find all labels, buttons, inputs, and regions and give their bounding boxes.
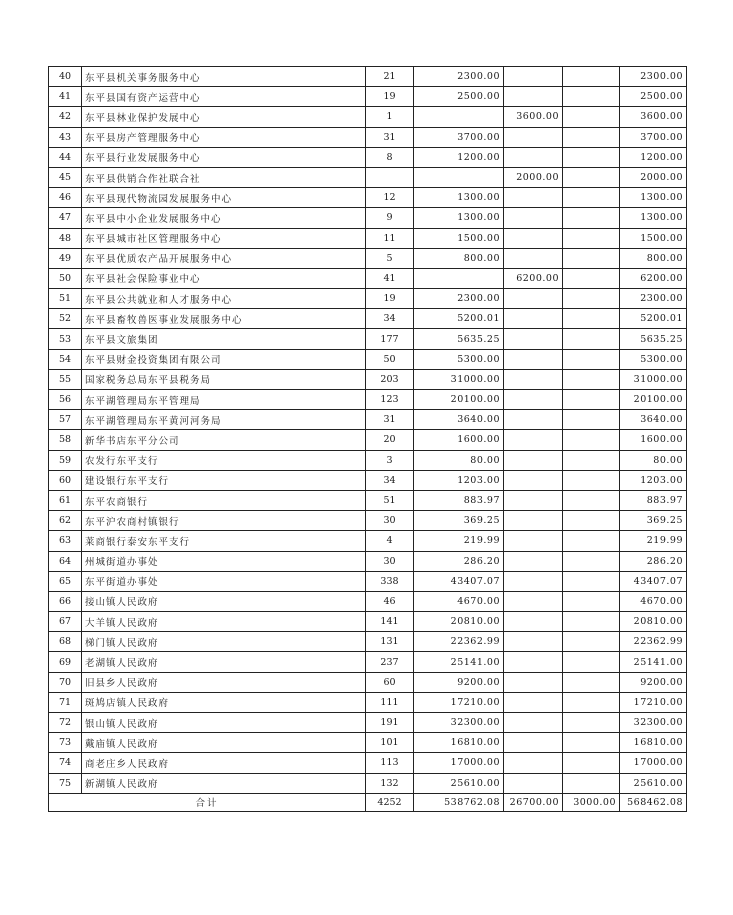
amount-c-cell — [563, 167, 620, 187]
headcount-cell: 46 — [366, 591, 414, 611]
table-row — [49, 612, 687, 632]
table-body — [49, 67, 687, 812]
table-row — [49, 571, 687, 591]
row-number-cell: 56 — [49, 390, 82, 410]
amount-a-cell: 16810.00 — [414, 733, 504, 753]
unit-name-cell: 东平县财金投资集团有限公司 — [82, 349, 366, 369]
amount-c-cell — [563, 692, 620, 712]
unit-name-cell: 东平县机关事务服务中心 — [82, 67, 366, 87]
amount-c-cell — [563, 652, 620, 672]
unit-name-cell: 旧县乡人民政府 — [82, 672, 366, 692]
headcount-cell: 4 — [366, 531, 414, 551]
headcount-cell: 19 — [366, 289, 414, 309]
amount-c-cell — [563, 591, 620, 611]
amount-a-cell: 80.00 — [414, 450, 504, 470]
amount-a-cell: 3700.00 — [414, 127, 504, 147]
row-number-cell: 68 — [49, 632, 82, 652]
amount-c-cell — [563, 531, 620, 551]
row-total-cell: 1200.00 — [620, 147, 687, 167]
amount-c-cell — [563, 329, 620, 349]
row-number-cell: 64 — [49, 551, 82, 571]
row-total-cell: 43407.07 — [620, 571, 687, 591]
total-amount-a-cell: 538762.08 — [414, 793, 504, 811]
allocation-table — [48, 66, 687, 812]
table-row — [49, 369, 687, 389]
row-total-cell: 3700.00 — [620, 127, 687, 147]
amount-a-cell: 219.99 — [414, 531, 504, 551]
row-number-cell: 60 — [49, 470, 82, 490]
total-row — [49, 793, 687, 811]
row-total-cell: 4670.00 — [620, 591, 687, 611]
unit-name-cell: 银山镇人民政府 — [82, 713, 366, 733]
amount-b-cell — [504, 531, 563, 551]
amount-b-cell — [504, 470, 563, 490]
row-number-cell: 57 — [49, 410, 82, 430]
amount-b-cell — [504, 208, 563, 228]
amount-c-cell — [563, 490, 620, 510]
row-total-cell: 9200.00 — [620, 672, 687, 692]
row-number-cell: 44 — [49, 147, 82, 167]
table-row — [49, 67, 687, 87]
headcount-cell: 141 — [366, 612, 414, 632]
amount-b-cell: 3600.00 — [504, 107, 563, 127]
row-total-cell: 1600.00 — [620, 430, 687, 450]
amount-a-cell: 286.20 — [414, 551, 504, 571]
row-number-cell: 59 — [49, 450, 82, 470]
headcount-cell: 3 — [366, 450, 414, 470]
amount-c-cell — [563, 410, 620, 430]
table-row — [49, 733, 687, 753]
amount-b-cell — [504, 67, 563, 87]
headcount-cell: 21 — [366, 67, 414, 87]
amount-b-cell — [504, 652, 563, 672]
row-number-cell: 43 — [49, 127, 82, 147]
amount-a-cell: 17210.00 — [414, 692, 504, 712]
table-row — [49, 127, 687, 147]
amount-b-cell — [504, 672, 563, 692]
amount-b-cell — [504, 127, 563, 147]
amount-c-cell — [563, 349, 620, 369]
table-row — [49, 692, 687, 712]
row-total-cell: 2500.00 — [620, 87, 687, 107]
amount-a-cell — [414, 268, 504, 288]
amount-c-cell — [563, 511, 620, 531]
amount-a-cell: 22362.99 — [414, 632, 504, 652]
amount-c-cell — [563, 632, 620, 652]
unit-name-cell: 斑鸠店镇人民政府 — [82, 692, 366, 712]
row-total-cell: 1300.00 — [620, 208, 687, 228]
headcount-cell: 131 — [366, 632, 414, 652]
unit-name-cell: 东平县林业保护发展中心 — [82, 107, 366, 127]
amount-a-cell: 2500.00 — [414, 87, 504, 107]
amount-a-cell: 9200.00 — [414, 672, 504, 692]
row-number-cell: 61 — [49, 490, 82, 510]
amount-b-cell — [504, 410, 563, 430]
unit-name-cell: 东平县优质农产品开展服务中心 — [82, 248, 366, 268]
row-number-cell: 52 — [49, 309, 82, 329]
row-total-cell: 1300.00 — [620, 188, 687, 208]
table-row — [49, 228, 687, 248]
amount-a-cell: 800.00 — [414, 248, 504, 268]
amount-a-cell: 1203.00 — [414, 470, 504, 490]
unit-name-cell: 东平湖管理局东平黄河河务局 — [82, 410, 366, 430]
amount-c-cell — [563, 753, 620, 773]
row-number-cell: 66 — [49, 591, 82, 611]
amount-c-cell — [563, 208, 620, 228]
headcount-cell: 12 — [366, 188, 414, 208]
row-total-cell: 25141.00 — [620, 652, 687, 672]
headcount-cell: 34 — [366, 309, 414, 329]
unit-name-cell: 州城街道办事处 — [82, 551, 366, 571]
amount-a-cell: 25610.00 — [414, 773, 504, 793]
row-number-cell: 62 — [49, 511, 82, 531]
amount-a-cell: 5300.00 — [414, 349, 504, 369]
row-number-cell: 40 — [49, 67, 82, 87]
row-total-cell: 20100.00 — [620, 390, 687, 410]
amount-a-cell: 32300.00 — [414, 713, 504, 733]
row-total-cell: 219.99 — [620, 531, 687, 551]
table-row — [49, 188, 687, 208]
table-row — [49, 713, 687, 733]
headcount-cell: 5 — [366, 248, 414, 268]
amount-a-cell: 883.97 — [414, 490, 504, 510]
row-number-cell: 55 — [49, 369, 82, 389]
row-total-cell: 5635.25 — [620, 329, 687, 349]
amount-b-cell — [504, 551, 563, 571]
headcount-cell: 113 — [366, 753, 414, 773]
headcount-cell: 20 — [366, 430, 414, 450]
amount-a-cell: 2300.00 — [414, 289, 504, 309]
unit-name-cell: 东平县城市社区管理服务中心 — [82, 228, 366, 248]
row-number-cell: 45 — [49, 167, 82, 187]
row-total-cell: 80.00 — [620, 450, 687, 470]
unit-name-cell: 东平县国有资产运营中心 — [82, 87, 366, 107]
unit-name-cell: 东平街道办事处 — [82, 571, 366, 591]
amount-a-cell: 1300.00 — [414, 188, 504, 208]
unit-name-cell: 东平农商银行 — [82, 490, 366, 510]
amount-b-cell — [504, 228, 563, 248]
amount-c-cell — [563, 571, 620, 591]
headcount-cell: 9 — [366, 208, 414, 228]
amount-b-cell — [504, 511, 563, 531]
amount-c-cell — [563, 147, 620, 167]
headcount-cell: 237 — [366, 652, 414, 672]
amount-a-cell: 31000.00 — [414, 369, 504, 389]
grand-total-cell: 568462.08 — [620, 793, 687, 811]
total-label-cell: 合计 — [49, 793, 366, 811]
amount-a-cell: 43407.07 — [414, 571, 504, 591]
amount-b-cell — [504, 632, 563, 652]
row-total-cell: 32300.00 — [620, 713, 687, 733]
unit-name-cell: 国家税务总局东平县税务局 — [82, 369, 366, 389]
row-number-cell: 49 — [49, 248, 82, 268]
headcount-cell: 60 — [366, 672, 414, 692]
amount-c-cell — [563, 289, 620, 309]
unit-name-cell: 东平县房产管理服务中心 — [82, 127, 366, 147]
headcount-cell: 338 — [366, 571, 414, 591]
headcount-cell: 177 — [366, 329, 414, 349]
row-total-cell: 1203.00 — [620, 470, 687, 490]
amount-c-cell — [563, 87, 620, 107]
row-number-cell: 75 — [49, 773, 82, 793]
row-number-cell: 73 — [49, 733, 82, 753]
amount-b-cell — [504, 309, 563, 329]
unit-name-cell: 接山镇人民政府 — [82, 591, 366, 611]
amount-a-cell — [414, 107, 504, 127]
amount-c-cell — [563, 107, 620, 127]
table-row — [49, 511, 687, 531]
unit-name-cell: 农发行东平支行 — [82, 450, 366, 470]
row-total-cell: 286.20 — [620, 551, 687, 571]
row-total-cell: 22362.99 — [620, 632, 687, 652]
headcount-cell: 50 — [366, 349, 414, 369]
row-number-cell: 53 — [49, 329, 82, 349]
row-total-cell: 31000.00 — [620, 369, 687, 389]
total-amount-c-cell: 3000.00 — [563, 793, 620, 811]
amount-a-cell: 5635.25 — [414, 329, 504, 349]
row-number-cell: 71 — [49, 692, 82, 712]
unit-name-cell: 东平县供销合作社联合社 — [82, 167, 366, 187]
table-row — [49, 632, 687, 652]
amount-b-cell — [504, 692, 563, 712]
unit-name-cell: 东平湖管理局东平管理局 — [82, 390, 366, 410]
table-row — [49, 289, 687, 309]
row-number-cell: 63 — [49, 531, 82, 551]
table-row — [49, 652, 687, 672]
table-row — [49, 753, 687, 773]
amount-a-cell: 25141.00 — [414, 652, 504, 672]
table-row — [49, 531, 687, 551]
amount-c-cell — [563, 612, 620, 632]
row-total-cell: 1500.00 — [620, 228, 687, 248]
amount-b-cell — [504, 450, 563, 470]
row-number-cell: 47 — [49, 208, 82, 228]
amount-c-cell — [563, 672, 620, 692]
unit-name-cell: 东平县畜牧兽医事业发展服务中心 — [82, 309, 366, 329]
row-total-cell: 883.97 — [620, 490, 687, 510]
amount-c-cell — [563, 127, 620, 147]
row-number-cell: 70 — [49, 672, 82, 692]
row-number-cell: 69 — [49, 652, 82, 672]
amount-a-cell: 1300.00 — [414, 208, 504, 228]
headcount-cell: 101 — [366, 733, 414, 753]
row-total-cell: 17000.00 — [620, 753, 687, 773]
row-total-cell: 5200.01 — [620, 309, 687, 329]
amount-b-cell — [504, 369, 563, 389]
headcount-cell: 30 — [366, 511, 414, 531]
unit-name-cell: 商老庄乡人民政府 — [82, 753, 366, 773]
amount-b-cell — [504, 87, 563, 107]
headcount-cell: 132 — [366, 773, 414, 793]
table-row — [49, 430, 687, 450]
table-row — [49, 268, 687, 288]
unit-name-cell: 东平县行业发展服务中心 — [82, 147, 366, 167]
row-total-cell: 3600.00 — [620, 107, 687, 127]
headcount-cell: 191 — [366, 713, 414, 733]
table-row — [49, 410, 687, 430]
table-row — [49, 167, 687, 187]
amount-b-cell — [504, 349, 563, 369]
amount-a-cell: 2300.00 — [414, 67, 504, 87]
amount-c-cell — [563, 268, 620, 288]
amount-b-cell — [504, 713, 563, 733]
unit-name-cell: 莱商银行泰安东平支行 — [82, 531, 366, 551]
table-row — [49, 551, 687, 571]
amount-b-cell — [504, 753, 563, 773]
row-number-cell: 50 — [49, 268, 82, 288]
amount-c-cell — [563, 309, 620, 329]
amount-a-cell: 20100.00 — [414, 390, 504, 410]
headcount-cell — [366, 167, 414, 187]
headcount-cell: 1 — [366, 107, 414, 127]
headcount-cell: 19 — [366, 87, 414, 107]
headcount-cell: 34 — [366, 470, 414, 490]
unit-name-cell: 新湖镇人民政府 — [82, 773, 366, 793]
amount-b-cell — [504, 248, 563, 268]
amount-b-cell — [504, 188, 563, 208]
table-row — [49, 147, 687, 167]
amount-c-cell — [563, 470, 620, 490]
amount-b-cell — [504, 571, 563, 591]
table-row — [49, 672, 687, 692]
amount-a-cell: 369.25 — [414, 511, 504, 531]
total-headcount-cell: 4252 — [366, 793, 414, 811]
unit-name-cell: 东平县现代物流园发展服务中心 — [82, 188, 366, 208]
unit-name-cell: 梯门镇人民政府 — [82, 632, 366, 652]
row-total-cell: 16810.00 — [620, 733, 687, 753]
row-total-cell: 3640.00 — [620, 410, 687, 430]
amount-c-cell — [563, 733, 620, 753]
amount-c-cell — [563, 551, 620, 571]
headcount-cell: 30 — [366, 551, 414, 571]
amount-a-cell: 1500.00 — [414, 228, 504, 248]
table-row — [49, 349, 687, 369]
amount-b-cell — [504, 289, 563, 309]
amount-b-cell — [504, 591, 563, 611]
unit-name-cell: 东平县公共就业和人才服务中心 — [82, 289, 366, 309]
unit-name-cell: 东平县中小企业发展服务中心 — [82, 208, 366, 228]
row-total-cell: 2300.00 — [620, 289, 687, 309]
headcount-cell: 203 — [366, 369, 414, 389]
amount-b-cell — [504, 612, 563, 632]
headcount-cell: 41 — [366, 268, 414, 288]
unit-name-cell: 建设银行东平支行 — [82, 470, 366, 490]
table-row — [49, 470, 687, 490]
row-total-cell: 2300.00 — [620, 67, 687, 87]
amount-c-cell — [563, 773, 620, 793]
unit-name-cell: 东平沪农商村镇银行 — [82, 511, 366, 531]
headcount-cell: 11 — [366, 228, 414, 248]
amount-b-cell: 2000.00 — [504, 167, 563, 187]
headcount-cell: 111 — [366, 692, 414, 712]
headcount-cell: 8 — [366, 147, 414, 167]
amount-b-cell — [504, 430, 563, 450]
row-total-cell: 800.00 — [620, 248, 687, 268]
amount-a-cell — [414, 167, 504, 187]
table-row — [49, 329, 687, 349]
table-row — [49, 107, 687, 127]
total-amount-b-cell: 26700.00 — [504, 793, 563, 811]
row-total-cell: 2000.00 — [620, 167, 687, 187]
amount-b-cell: 6200.00 — [504, 268, 563, 288]
amount-b-cell — [504, 490, 563, 510]
amount-a-cell: 4670.00 — [414, 591, 504, 611]
amount-c-cell — [563, 390, 620, 410]
amount-a-cell: 1600.00 — [414, 430, 504, 450]
amount-c-cell — [563, 248, 620, 268]
headcount-cell: 31 — [366, 127, 414, 147]
amount-c-cell — [563, 430, 620, 450]
amount-c-cell — [563, 713, 620, 733]
amount-c-cell — [563, 228, 620, 248]
row-number-cell: 65 — [49, 571, 82, 591]
table-row — [49, 309, 687, 329]
amount-b-cell — [504, 390, 563, 410]
row-number-cell: 41 — [49, 87, 82, 107]
unit-name-cell: 东平县文旅集团 — [82, 329, 366, 349]
amount-a-cell: 1200.00 — [414, 147, 504, 167]
row-number-cell: 46 — [49, 188, 82, 208]
table-row — [49, 390, 687, 410]
unit-name-cell: 新华书店东平分公司 — [82, 430, 366, 450]
unit-name-cell: 大羊镇人民政府 — [82, 612, 366, 632]
row-total-cell: 17210.00 — [620, 692, 687, 712]
table-row — [49, 87, 687, 107]
amount-b-cell — [504, 329, 563, 349]
amount-b-cell — [504, 147, 563, 167]
table-row — [49, 208, 687, 228]
headcount-cell: 123 — [366, 390, 414, 410]
row-number-cell: 48 — [49, 228, 82, 248]
row-number-cell: 54 — [49, 349, 82, 369]
amount-c-cell — [563, 450, 620, 470]
amount-c-cell — [563, 188, 620, 208]
row-number-cell: 51 — [49, 289, 82, 309]
row-total-cell: 369.25 — [620, 511, 687, 531]
row-total-cell: 20810.00 — [620, 612, 687, 632]
row-number-cell: 72 — [49, 713, 82, 733]
row-total-cell: 6200.00 — [620, 268, 687, 288]
amount-c-cell — [563, 369, 620, 389]
row-number-cell: 42 — [49, 107, 82, 127]
table-row — [49, 450, 687, 470]
table-row — [49, 248, 687, 268]
headcount-cell: 51 — [366, 490, 414, 510]
table-row — [49, 773, 687, 793]
row-total-cell: 25610.00 — [620, 773, 687, 793]
amount-a-cell: 20810.00 — [414, 612, 504, 632]
amount-b-cell — [504, 733, 563, 753]
headcount-cell: 31 — [366, 410, 414, 430]
row-number-cell: 74 — [49, 753, 82, 773]
row-total-cell: 5300.00 — [620, 349, 687, 369]
amount-a-cell: 3640.00 — [414, 410, 504, 430]
row-number-cell: 67 — [49, 612, 82, 632]
unit-name-cell: 东平县社会保险事业中心 — [82, 268, 366, 288]
amount-b-cell — [504, 773, 563, 793]
unit-name-cell: 戴庙镇人民政府 — [82, 733, 366, 753]
amount-a-cell: 5200.01 — [414, 309, 504, 329]
amount-c-cell — [563, 67, 620, 87]
row-number-cell: 58 — [49, 430, 82, 450]
amount-a-cell: 17000.00 — [414, 753, 504, 773]
unit-name-cell: 老湖镇人民政府 — [82, 652, 366, 672]
table-row — [49, 591, 687, 611]
table-row — [49, 490, 687, 510]
